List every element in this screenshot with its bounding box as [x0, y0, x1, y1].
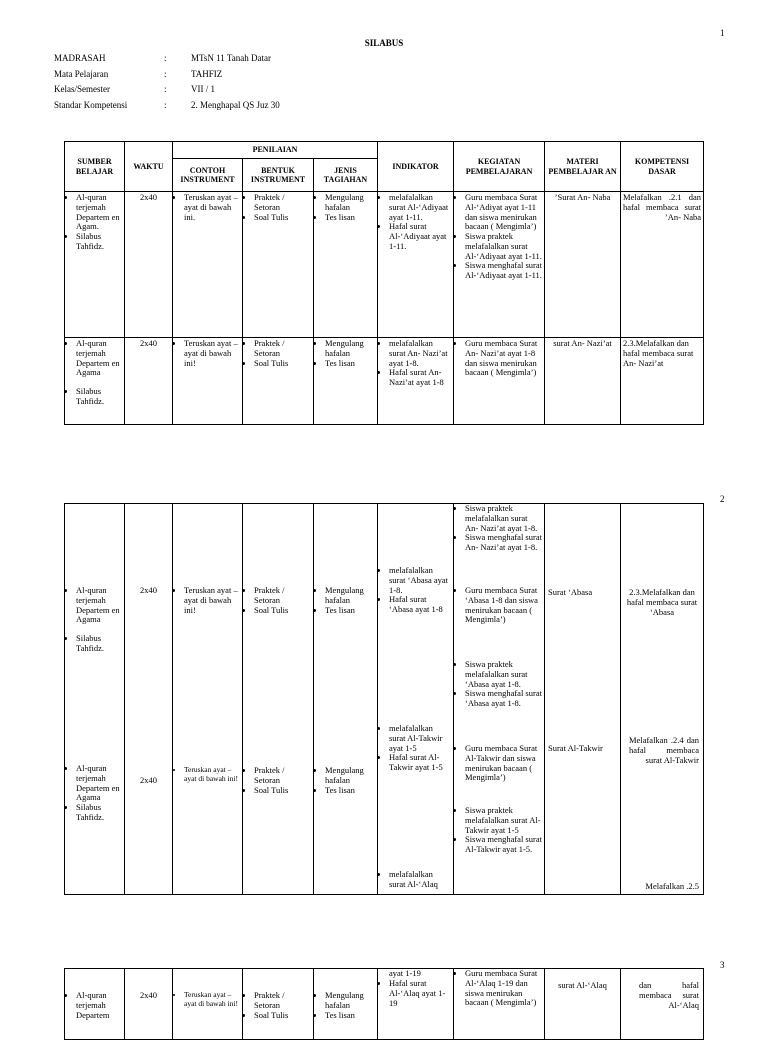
waktu-cell: 2x40	[125, 338, 173, 425]
header-label: Standar Kompetensi	[54, 100, 128, 110]
kegiatan-cell	[454, 969, 545, 1040]
list-item: • Guru membaca Surat Al-‘Alaq 1-19 dan siswa menirukan bacaan ( Mengimla’)	[465, 969, 542, 1008]
bentuk-cell	[243, 969, 314, 1040]
list-item: • Tes lisan	[325, 213, 375, 223]
indikator-value: ayat 1-19	[389, 968, 421, 978]
jenis-cell	[314, 969, 378, 1040]
header-label: Mata Pelajaran	[54, 69, 109, 79]
jenis-cell	[314, 338, 378, 425]
waktu-cell	[125, 504, 173, 895]
list-item: • Siswa menghafal surat An- Nazi’at ayat 1-8.	[465, 533, 542, 553]
list-item: • Siswa praktek melafalalkan surat ‘Abasa ayat 1-8.	[465, 660, 542, 689]
list-item: • Praktek / Setoran	[254, 339, 311, 359]
list-item: • Teruskan ayat – ayat di bawah ini!	[184, 586, 240, 615]
kompetensi-cell: 2.3.Melafalkan dan hafal membaca surat An- Nazi’at	[621, 338, 704, 425]
list-item: • Siswa praktek melafalalkan surat Al-‘Adiyaat ayat 1-11.	[465, 232, 542, 261]
list-item: • Mengulang hafalan	[325, 991, 375, 1011]
list-item: • Siswa praktek melafalalkan surat An- Nazi’at ayat 1-8.	[465, 504, 542, 533]
list-item: • Mengulang hafalan	[325, 766, 375, 786]
list-item: • Guru membaca Surat An- Nazi’at ayat 1-8 dan siswa menirukan bacaan ( Mengimla’)	[465, 339, 542, 378]
col-sumber-belajar: SUMBER BELAJAR	[65, 142, 125, 192]
list-item: • Mengulang hafalan	[325, 339, 375, 359]
kegiatan-cell	[454, 504, 545, 895]
kompetensi-cell: Melafalkan .2.1 dan hafal membaca surat ’An- Naba	[621, 192, 704, 338]
contoh-cell	[173, 192, 243, 338]
materi-value: Surat ‘Abasa	[548, 587, 593, 597]
page-number-1: 1	[720, 28, 725, 38]
list-item: • Al-quran terjemah Departem en Agam.	[76, 193, 122, 232]
list-item: • Hafal surat Al-Takwir ayat 1-5	[389, 753, 451, 773]
header-sep: :	[164, 69, 167, 79]
list-item: • Al-quran terjemah Departem	[76, 991, 122, 1020]
header-value: 2. Menghapal QS Juz 30	[191, 100, 280, 110]
list-item: • Tes lisan	[325, 1011, 375, 1021]
kompetensi-value: Melafalkan .2.5	[645, 881, 699, 891]
table-row	[65, 969, 704, 1040]
list-item: • Siswa menghafal surat ‘Abasa ayat 1-8.	[465, 689, 542, 709]
list-item: • Silabus Tahfidz.	[76, 634, 122, 654]
document-title: SILABUS	[364, 38, 404, 48]
col-jenis-tagihan: JENIS TAGIAHAN	[314, 159, 378, 192]
list-item: • Praktek / Setoran	[254, 586, 311, 606]
list-item: • melafalalkan surat Al-‘Alaq	[389, 870, 451, 890]
list-item: • Al-quran terjemah Departem en Agama	[76, 764, 122, 803]
header-value: TAHFIZ	[191, 69, 223, 79]
list-item: • Soal Tulis	[254, 786, 311, 796]
list-item: • Hafal surat ‘Abasa ayat 1-8	[389, 595, 451, 615]
page-number-2: 2	[720, 494, 725, 504]
col-waktu: WAKTU	[125, 142, 173, 192]
sumber-cell	[65, 192, 125, 338]
list-item: • Teruskan ayat – ayat di bawah ini.	[184, 193, 240, 222]
list-item: • Teruskan ayat – ayat di bawah ini!	[184, 991, 240, 1008]
list-item: • Hafal surat An- Nazi’at ayat 1-8	[389, 368, 451, 388]
list-item: • Al-quran terjemah Departem en Agama	[76, 339, 122, 378]
page-number-3: 3	[720, 960, 725, 970]
indikator-cell	[378, 969, 454, 1040]
waktu-cell	[125, 969, 173, 1040]
col-kompetensi: KOMPETENSI DASAR	[621, 142, 704, 192]
waktu-value: 2x40	[140, 990, 157, 1000]
indikator-cell	[378, 192, 454, 338]
header-sep: :	[164, 84, 167, 94]
table-row	[65, 338, 704, 425]
col-materi: MATERI PEMBELAJAR AN	[545, 142, 621, 192]
list-item: • Soal Tulis	[254, 606, 311, 616]
col-indikator: INDIKATOR	[378, 142, 454, 192]
list-item: • Soal Tulis	[254, 213, 311, 223]
list-item: • Hafal surat Al-‘Adiyaat ayat 1-11.	[389, 222, 451, 251]
kompetensi-cell	[621, 969, 704, 1040]
kompetensi-value: 2.3.Melafalkan dan hafal membaca surat ‘Abasa	[626, 587, 698, 617]
list-item: • Praktek / Setoran	[254, 991, 311, 1011]
waktu-value: 2x40	[140, 585, 157, 595]
bentuk-cell	[243, 192, 314, 338]
list-item: • melafalalkan surat Al-Takwir ayat 1-5	[389, 724, 451, 753]
list-item: • Soal Tulis	[254, 359, 311, 369]
bentuk-cell	[243, 504, 314, 895]
table-row	[65, 504, 704, 895]
list-item: • Tes lisan	[325, 606, 375, 616]
list-item: • Siswa menghafal surat Al-Takwir ayat 1-5.	[465, 835, 542, 855]
list-item: • Tes lisan	[325, 786, 375, 796]
header-label: Kelas/Semester	[54, 84, 110, 94]
sumber-cell	[65, 504, 125, 895]
list-item: • Al-quran terjemah Departem en Agama	[76, 586, 122, 625]
list-item: • Teruskan ayat – ayat di bawah ini!	[184, 339, 240, 368]
indikator-cell	[378, 504, 454, 895]
sumber-cell	[65, 969, 125, 1040]
syllabus-table-page-3	[64, 968, 704, 1040]
list-item: • Soal Tulis	[254, 1011, 311, 1021]
list-item: • melafalalkan surat An- Nazi’at ayat 1-8.	[389, 339, 451, 368]
kompetensi-value: Melafalkan .2.4 dan hafal membaca surat Al-Takwir	[629, 735, 699, 765]
syllabus-table-page-1	[64, 141, 704, 425]
jenis-cell	[314, 192, 378, 338]
header-value: VII / 1	[191, 84, 215, 94]
materi-cell	[545, 504, 621, 895]
list-item: • Silabus Tahfidz.	[76, 803, 122, 823]
header-label: MADRASAH	[54, 53, 106, 63]
waktu-cell: 2x40	[125, 192, 173, 338]
col-penilaian: PENILAIAN	[173, 142, 378, 159]
col-contoh-instrument: CONTOH INSTRUMENT	[173, 159, 243, 192]
list-item: • Siswa menghafal surat Al-‘Adiyaat ayat 1-11.	[465, 261, 542, 281]
col-kegiatan: KEGIATAN PEMBELAJARAN	[454, 142, 545, 192]
materi-value: Surat Al-Takwir	[548, 743, 603, 753]
list-item: • Guru membaca Surat Al-‘Adiyat ayat 1-11 dan siswa menirukan bacaan ( Mengimla’)	[465, 193, 542, 232]
jenis-cell	[314, 504, 378, 895]
kegiatan-cell	[454, 338, 545, 425]
list-item: • Siswa praktek melafalalkan surat Al-Takwir ayat 1-5	[465, 806, 542, 835]
contoh-cell	[173, 969, 243, 1040]
list-item: • Guru membaca Surat ‘Abasa 1-8 dan siswa menirukan bacaan ( Mengimla’)	[465, 586, 542, 625]
list-item: • Guru membaca Surat Al-Takwir dan siswa menirukan bacaan ( Mengimla’)	[465, 744, 542, 783]
list-item: • melafalalkan surat Al-‘Adiyaat ayat 1-11.	[389, 193, 451, 222]
list-item: • Mengulang hafalan	[325, 586, 375, 606]
contoh-cell	[173, 338, 243, 425]
materi-cell: surat An- Nazi’at	[545, 338, 621, 425]
kompetensi-cell	[621, 504, 704, 895]
syllabus-table-page-2	[64, 503, 704, 895]
col-bentuk-instrument: BENTUK INSTRUMENT	[243, 159, 314, 192]
list-item: • Silabus Tahfidz.	[76, 232, 122, 252]
list-item: • Tes lisan	[325, 359, 375, 369]
list-item: • Praktek / Setoran	[254, 193, 311, 213]
materi-cell: ’Surat An- Naba	[545, 192, 621, 338]
bentuk-cell	[243, 338, 314, 425]
header-sep: :	[164, 100, 167, 110]
waktu-value: 2x40	[140, 775, 157, 785]
list-item: • Praktek / Setoran	[254, 766, 311, 786]
sumber-cell	[65, 338, 125, 425]
list-item: • Silabus Tahfidz.	[76, 387, 122, 407]
materi-cell	[545, 969, 621, 1040]
kegiatan-cell	[454, 192, 545, 338]
kompetensi-value: dan hafal membaca surat Al-‘Alaq	[639, 980, 699, 1010]
table-row	[65, 192, 704, 338]
list-item: • Mengulang hafalan	[325, 193, 375, 213]
list-item: • Teruskan ayat – ayat di bawah ini!	[184, 766, 240, 783]
indikator-cell	[378, 338, 454, 425]
materi-value: surat Al-‘Alaq	[558, 980, 607, 990]
header-sep: :	[164, 53, 167, 63]
list-item: • Hafal surat Al-‘Alaq ayat 1-19	[389, 979, 451, 1008]
contoh-cell	[173, 504, 243, 895]
list-item: • melafalalkan surat ‘Abasa ayat 1-8.	[389, 566, 451, 595]
header-value: MTsN 11 Tanah Datar	[191, 53, 271, 63]
